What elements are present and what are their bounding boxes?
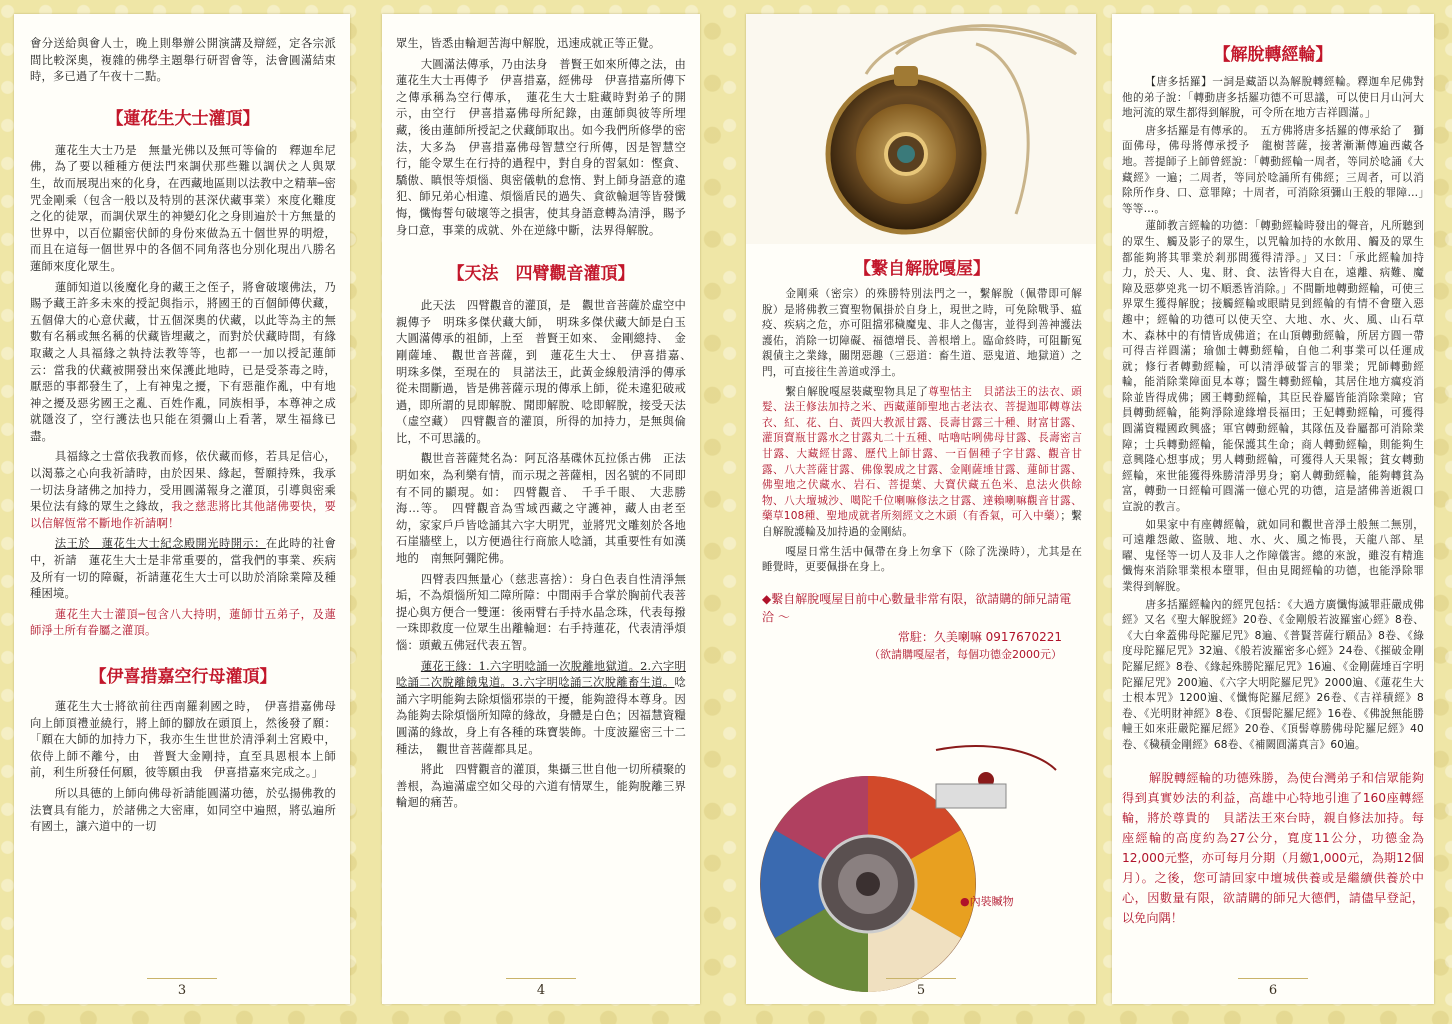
heading-self-liberation-gau: 【繫自解脫嘎屋】: [854, 259, 990, 279]
heading-prayer-wheel: 【解脫轉經輪】: [1213, 45, 1333, 65]
page-number: 5: [746, 978, 1096, 998]
paragraph: 四臂表四無量心（慈悲喜捨）：身白色表自性清淨無垢，不為煩惱所知二障所障：中間兩手合掌於胸前代表菩提心與方便合一雙運：後兩臂右手持水晶念珠，代表每撥一珠即救度一位眾生出離輪迴：右手持蓮花，代表清淨煩惱：頭戴五佛冠代表五智。: [396, 572, 686, 652]
notice-text: ◆繫自解脫嘎屋目前中心數量非常有限，欲請購的師兄請電洽 ～: [762, 591, 1072, 624]
contact-text: 常駐：久美喇嘛 0917670221: [897, 629, 1062, 644]
paragraph: [396, 659, 686, 759]
paragraph: 嘎屋日常生活中佩帶在身上勿拿下（除了洗澡時），尤其是在睡覺時，更要佩掛在身上。: [762, 545, 1082, 574]
paragraph: [30, 536, 336, 602]
paragraph: 如果家中有座轉經輪，就如同和觀世音淨土般無二無別，可遠離怨敵、盜賊、地、水、火、風之怖畏，天龍八部、星曜、鬼怪等一切人及非人之作障儀害。總的來說，雖沒有精進懺悔來消除罪業根本墮罪，但由見聞經輪的功德，也能淨除罪業得到解脫。: [1122, 518, 1424, 593]
inner-items-label: ●內裝贓物: [960, 895, 1014, 908]
intro-text: 會分送給與會人士，晚上則舉辦公開演講及辯經，定各宗派間比較深奧，複雜的佛學主題舉行研習會等，法會圓滿結束時，多已過了午夜十二點。: [30, 37, 336, 84]
paragraph: 眾生，皆悉由輪迴苦海中解脫，迅速成就正等正覺。: [396, 37, 661, 50]
paragraph-text: 唸誦六字明能夠去除煩惱邪崇的干擾，能夠證得本尊身。因為能夠去除煩惱所知障的緣故，身體是白色；因福慧資糧圓滿的緣故，身上有各種的珠寶裝飾。十度波羅密三十二種法， 觀世音菩薩都具足。: [396, 676, 686, 756]
underlined-text: 2.六字明唸誦二次脫離餓鬼道。3.六字明唸誦三次脫離畜生道。: [396, 659, 687, 690]
price-text: （欲請購嘎屋者，每個功德金2000元）: [869, 648, 1062, 662]
paragraph: 觀世音菩薩梵名為：阿瓦洛基碟休瓦拉係古佛 正法明如來，為利樂有情，而示現之菩薩相，因名號的不同即有不同的顯現。如： 四臂觀音、 千手千眼、 大悲勝海…等。 四臂觀音為雪域西藏之守護神，藏人由老至幼，家家戶戶皆唸誦其六字大明咒，並將咒文雕刻於各地石崖牆壁上，以方便過往行商旅人唸誦，其重要性有如漢地的 南無阿彌陀佛。: [396, 452, 686, 566]
highlight-text: 尊聖怙主 貝諾法王的法衣、頭髮、法王修法加持之米、西藏蓮師聖地古老法衣、菩提迦耶轉尊法衣、紅、花、白、黃四大教派甘露、長壽甘露三十種、財富甘露、灌頂寶瓶甘露水之甘露丸二十五種、咕嚕咕咧佛母甘露、長壽密言甘露、大藏經甘露、歷代上師甘露、一百個種子字甘露、觀音甘露、八大菩薩甘露、佛像製成之甘露、金剛薩埵甘露、蓮師甘露、佛聖地之伏藏水、岩石、菩提葉、大寶伏藏五色米、息法火供餘物、八大壇城沙、噶陀千位喇嘛修法之甘露、達賴喇嘛觀音甘露、藥草108種、聖地成就者所刻經文之木頭（有香氣，可入中藥）: [762, 385, 1082, 523]
paragraph-text: 具福緣之士當依我教而修，依伏藏而修，若具足信心，以渴慕之心向我祈請時，由於因果、緣起，誓願持殊，我承一切法身諸佛之加持力，受用圓滿報身之灌頂，引導與密乘果位法有緣的眾生之緣故，: [30, 450, 336, 514]
paragraph-text: 繫自解脫嘎屋裝藏聖物具足了: [785, 385, 929, 398]
paragraph-text: ；繫自解脫護輪及加持過的金剛結。: [762, 510, 1082, 538]
page-number: 3: [14, 978, 350, 998]
page-number: 4: [382, 978, 700, 998]
paragraph: 金剛乘（密宗）的殊勝特別法門之一，繫解脫（佩帶即可解脫）是將佛教三寶聖物佩掛於自身上，現世之時，可免除戰爭、瘟疫、疾病之危，亦可阻擋邪穢魔鬼、非人之傷害，並得到善神護法護佑，消除一切障礙、福德增長、善根增上。臨命終時，可阻斷冤親債主之業緣，關閉惡趣（三惡道：畜生道、惡鬼道、地獄道）之門，可直接往生善道或淨土。: [762, 288, 1082, 378]
page-6: [1112, 14, 1434, 1004]
page-5: [746, 14, 1096, 1004]
highlight-text: 我之慈悲將比其他諸佛要快，要以信解恆常不斷地作祈請啊！: [30, 500, 336, 530]
page-4: [382, 14, 700, 1004]
amulet-image: [746, 14, 1096, 244]
paragraph: [762, 385, 1082, 541]
underlined-text: 蓮花王緣：1.六字明唸誦一次脫離地獄道。: [420, 659, 641, 673]
highlight-paragraph: 蓮花生大士灌頂─包含八大持明，蓮師廿五弟子，及蓮師淨土所有眷屬之灌頂。: [30, 607, 336, 638]
page-3: [14, 14, 350, 1004]
paragraph-text: 在此時的社會中，祈請 蓮花生大士是非常重要的，當我們的事業、疾病及所有一切的障礙，祈請蓮花生大士可以助於消除業障及種種困境。: [30, 537, 337, 601]
paragraph: 唐多括羅是有傳承的。 五方佛將唐多括羅的傳承給了 獅面佛母，佛母將傳承授予 龍樹菩薩，接著漸漸傳遍西藏各地。菩提師子上師曾經說：「轉動經輪一周者，等同於唸誦《大藏經》一遍；二周者，等同於唸誦所有佛經；三周者，可以消除所作身、口、意罪障；十周者，可消除須彌山王般的罪障…」等等…。: [1122, 124, 1424, 215]
heading-lotus-born: 【蓮花生大士灌頂】: [106, 108, 260, 129]
knot-image: [926, 740, 1066, 810]
paragraph: 所以具德的上師向佛母祈請能圓滿功德，於弘揚佛教的法寶具有能力，於諸佛之大密庫，如同空中遍照，將弘遍所有國土，讓六道中的一切: [30, 786, 336, 834]
paragraph: 蓮師教言經輪的功德：「轉動經輪時發出的聲音，凡所聽到的眾生、觸及影子的眾生，以咒輪加持的水飲用、觸及的眾生都能夠將其罪業於剎那間獲得清淨。」又曰：「承此經輪加持力，於天、人、鬼、財、食、法皆得大自在，遠離、病難、魔障及惡夢兇兆一切不順悉皆消除。」不間斷地轉動經輪，可使三界眾生獲得解脫；接觸經輪或眼睛見到經輪的有情不會墮入惡趣中；經輪的功德可以使天空、大地、水、火、風、山石草木、森林中的有情皆成佛道；在山頂轉動經輪，所居方圓一帶可得吉祥圓滿；瑜伽士轉動經輪，自他二利事業可以任運成就；修行者轉動經輪，可以清淨破誓言的罪業；咒師轉動經輪，能消除業障面見本尊；醫生轉動經輪，其居住地方癘疫消除並皆得成佛；國王轉動經輪，其臣民眷屬皆能消除業障；官員轉動經輪，能夠淨除違緣增長福田；王妃轉動經輪，可獲得圓滿資糧國政興盛；軍官轉動經輪，其隊伍及眷屬都可消除業障；士兵轉動經輪，能保護其生命；商人轉動經輪，則能夠生意興隆心想事成；男人轉動經輪，可獲得人天果報；貧女轉動經輪，來世能獲得殊勝清淨男身；窮人轉動經輪，能夠轉貧為富，轉動一日經輪可圓滿一億心咒的功德，這是諸佛善逝親口宣說的教言。: [1122, 220, 1424, 514]
paragraph: 唐多括羅經輪內的經咒包括：《大過方廣懺悔滅罪莊嚴成佛經》又名《聖大解脫經》20卷、《金剛般若波羅蜜心經》8卷、《大白傘蓋佛母陀羅尼咒》8遍、《普賢菩薩行願品》8卷、《綠度母陀羅尼咒》32遍、《般若波羅密多心經》24卷、《摧破金剛陀羅尼經》8卷、《緣起殊勝陀羅尼咒》16遍、《金剛薩埵百字明陀羅尼咒》200遍、《六字大明陀羅尼咒》2000遍、《蓮花生大士根本咒》1200遍、《懺悔陀羅尼經》26卷、《吉祥積經》8卷、《光明財神經》8卷、《頂髻陀羅尼經》16卷、《佛說無能勝幢王如來莊嚴陀羅尼經》20卷、《頂髻尊勝佛母陀羅尼經》40卷、《穢積金剛經》68卷、《補闕圓滿真言》60遍。: [1122, 598, 1424, 751]
highlight-paragraph: 解脫轉經輪的功德殊勝，為使台灣弟子和信眾能夠得到真實妙法的利益，高雄中心特地引進了160座轉經輪，將於尊貴的 貝諾法王來台時，親自修法加持。每座經輪的高度約為27公分，寬度11公分，功德金為12,000元整，亦可每月分期（月繳1,000元，為期12個月）。之後，您可請回家中壇城供養或是繼續供養於中心，因數量有限，欲請購的師兄大德們，請儘早登記，以免向隅！: [1122, 770, 1424, 925]
page-number: 6: [1112, 978, 1434, 998]
paragraph: 蓮師知道以後魔化身的藏王之侄子，將會破壞佛法，乃賜予藏王許多未來的授記與指示，將國王的百個師傳伏藏，五個偉大的心意伏藏，廿五個深奧的伏藏，以此等為主的無數有名稱或無名稱的伏藏皆埋藏之，而對於伏藏時間，有緣取藏之人具福緣之執持法教等等，也都一一加以授記蓮師云：當我的伏藏被開發出來保護此地時，已是受茶毒之時，厭惡的事都發生了，上有神鬼之擾，下有惡龍作亂，中有地神之擾及惡劣國王之亂、百姓作亂，同族相爭，本尊神之成就隱沒了，空行護法也只能在須彌山上看著，眾生福緣已盡。: [30, 280, 336, 443]
heading-yeshe-tsogyal: 【伊喜措嘉空行母灌頂】: [89, 667, 277, 687]
paragraph: 將此 四臂觀音的灌頂，集攝三世自他一切所積聚的善根，為遍滿虛空如父母的六道有情眾生，能夠脫離三界輪迴的痛苦。: [396, 763, 686, 810]
quote-lead: 法王於 蓮花生大士紀念殿開光時開示：: [54, 537, 266, 551]
paragraph: 蓮花生大士將欲前往西南羅剎國之時， 伊喜措嘉佛母向上師頂禮並繞行，將上師的腳放在頭頂上，然後發了願：「願在大師的加持力下，我亦生生世世於清淨剎土宮殿中，依侍上師不離兮，由 普賢大金剛持，直至具恩根本上師前，利生所發任何願，彼等願由我 伊喜措嘉來完成之。」: [30, 700, 336, 780]
paragraph: 此天法 四臂觀音的灌頂，是 觀世音菩薩於虛空中親傳予 明珠多傑伏藏大師， 明珠多傑伏藏大師是白玉大圓滿傳承的祖師，上至 普賢王如來、 金剛總持、 金剛薩埵、 觀世音菩薩，到 蓮花生大士、 伊喜措嘉、 明珠多傑，至現在的 貝諾法王，此黃金線般清淨的傳承從未間斷過，皆是佛菩薩示現的傳承上師，從未違犯破戒過，即所謂的見即解脫、聞即解脫、唸即解脫，接受天法（虛空藏） 四臂觀音的灌頂，所得的加持力，是無與倫比，不可思議的。: [396, 299, 698, 445]
heading-four-arm-avalokiteshvara: 【天法 四臂觀音灌頂】: [447, 264, 635, 285]
paragraph: 【唐多括羅】一詞是藏語以為解脫轉經輪。釋迦牟尼佛對他的弟子說：「轉動唐多括羅功德不可思議，可以使日月山河大地河流的眾生都得到解脫，可令所在地方吉祥圓滿。」: [1122, 76, 1424, 120]
paragraph: 蓮花生大士乃是 無量光佛以及無可等倫的 釋迦牟尼佛，為了要以種種方便法門來調伏那些難以調伏之人與眾生，故而展現出來的化身，在西藏地區則以法教中之精華─密咒金剛乘（包含一般以及特別的甚深伏藏事業）來度化難度之化的徒眾，而調伏眾生的神變幻化之身則遍於十方無量的世界中，以百位顯密伏師的身份來做為五十個世界的明燈，而且在這每一個世界中的各個不同角落也分別化現出八勝名蓮師來度化眾生。: [30, 143, 336, 273]
paragraph: 大圓滿法傳承，乃由法身 普賢王如來所傳之法，由 蓮花生大士再傳予 伊喜措嘉，經佛母 伊喜措嘉所傳下之傳承稱為空行傳承， 蓮花生大士駐藏時對弟子的開示，由空行 伊喜措嘉佛母所紀錄，由蓮師與彼等所埋藏，後由蓮師所授記之伏藏師取出。如今我們所修學的密法，大多為 伊喜措嘉佛母智慧空行所傳，因是智慧空行，能令眾生在行持的過程中，對自身的習氣如：慳貪、驕傲、瞋恨等煩惱、與密儀軌的怠惰、對上師身語意的違犯、師兄弟心相違、煩惱盾民的過失、貪欲輪迴等皆發懺悔，懺悔誓句破壞等之損害，使其身語意轉為清淨，賜予身口意，事業的成就、外在逆緣中斷，法界得解脫。: [396, 57, 698, 237]
paragraph: [30, 449, 336, 532]
